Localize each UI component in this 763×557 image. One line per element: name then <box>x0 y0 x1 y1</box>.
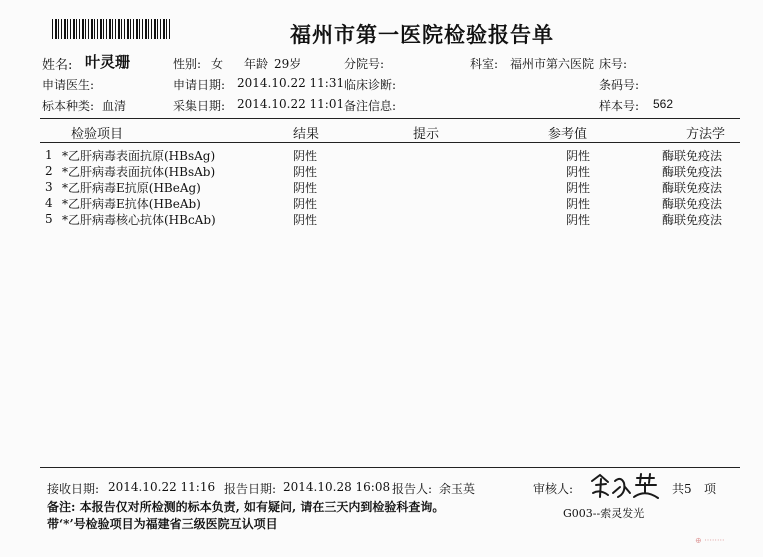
reviewer-label: 审核人: <box>533 482 574 496</box>
row-reference: 阴性 <box>566 213 591 227</box>
row-item: *乙肝病毒E抗体(HBeAb) <box>62 197 201 211</box>
row-reference: 阴性 <box>566 165 591 179</box>
table-top-rule <box>40 118 740 119</box>
sample-no-label: 样本号: <box>599 99 640 113</box>
age-value: 29岁 <box>274 57 302 71</box>
row-reference: 阴性 <box>566 197 591 211</box>
barcode <box>52 19 171 39</box>
report-date-label: 报告日期: <box>224 482 277 496</box>
col-hint: 提示 <box>413 127 440 142</box>
receive-date-label: 接收日期: <box>47 482 100 496</box>
row-result: 阴性 <box>293 181 318 195</box>
col-result: 结果 <box>293 127 320 142</box>
row-method: 酶联免疫法 <box>662 213 723 227</box>
note-label: 备注信息: <box>344 99 397 113</box>
row-method: 酶联免疫法 <box>662 149 723 163</box>
row-method: 酶联免疫法 <box>662 197 723 211</box>
col-reference: 参考值 <box>548 127 588 142</box>
diagnosis-label: 临床诊断: <box>344 78 397 92</box>
report-date-value: 2014.10.28 16:08 <box>283 480 391 494</box>
barcode-label: 条码号: <box>599 78 640 92</box>
footer-rule <box>40 467 740 468</box>
row-result: 阴性 <box>293 165 318 179</box>
doctor-label: 申请医生: <box>42 78 95 92</box>
row-number: 2 <box>45 164 53 178</box>
table-header-rule <box>40 142 740 143</box>
collect-date-label: 采集日期: <box>173 99 226 113</box>
row-number: 3 <box>45 180 53 194</box>
collect-date-value: 2014.10.22 11:01 <box>237 97 345 111</box>
receive-date-value: 2014.10.22 11:16 <box>108 480 216 494</box>
row-method: 酶联免疫法 <box>662 181 723 195</box>
col-item: 检验项目 <box>71 127 124 142</box>
row-number: 1 <box>45 148 53 162</box>
footer-note-2: 带‘*’号检验项目为福建省三级医院互认项目 <box>47 517 278 531</box>
row-method: 酶联免疫法 <box>662 165 723 179</box>
bed-label: 床号: <box>599 57 628 71</box>
row-number: 4 <box>45 196 53 210</box>
patient-name: 叶灵珊 <box>85 53 131 71</box>
row-item: *乙肝病毒E抗原(HBeAg) <box>62 181 201 195</box>
apply-date-label: 申请日期: <box>173 78 226 92</box>
dept-label: 科室: <box>470 57 499 71</box>
reviewer-code: G003--索灵发光 <box>563 507 645 520</box>
total-unit: 项 <box>704 482 717 496</box>
dept-value: 福州市第六医院 <box>510 57 595 71</box>
reviewer-signature <box>588 471 666 501</box>
specimen-value: 血清 <box>102 99 127 113</box>
reporter-value: 余玉英 <box>439 482 476 496</box>
sex-label: 性别: <box>173 57 202 71</box>
sex-value: 女 <box>211 57 224 71</box>
report-title: 福州市第一医院检验报告单 <box>290 22 554 47</box>
row-number: 5 <box>45 212 53 226</box>
col-method: 方法学 <box>686 127 726 142</box>
footer-note-1: 备注: 本报告仅对所检测的标本负责, 如有疑问, 请在三天内到检验科查询。 <box>47 500 445 514</box>
row-item: *乙肝病毒表面抗原(HBsAg) <box>62 149 216 163</box>
apply-date-value: 2014.10.22 11:31 <box>237 76 345 90</box>
row-reference: 阴性 <box>566 149 591 163</box>
row-result: 阴性 <box>293 213 318 227</box>
specimen-label: 标本种类: <box>42 99 95 113</box>
row-item: *乙肝病毒核心抗体(HBcAb) <box>62 213 216 227</box>
sample-no-value: 562 <box>653 97 674 111</box>
row-reference: 阴性 <box>566 181 591 195</box>
row-result: 阴性 <box>293 197 318 211</box>
total-count: 共5 <box>672 482 692 496</box>
watermark: ⊕ ········ <box>695 536 725 545</box>
row-item: *乙肝病毒表面抗体(HBsAb) <box>62 165 216 179</box>
age-label: 年龄 <box>244 57 269 71</box>
ward-label: 分院号: <box>344 57 385 71</box>
row-result: 阴性 <box>293 149 318 163</box>
name-label: 姓名: <box>42 58 73 73</box>
reporter-label: 报告人: <box>392 482 433 496</box>
